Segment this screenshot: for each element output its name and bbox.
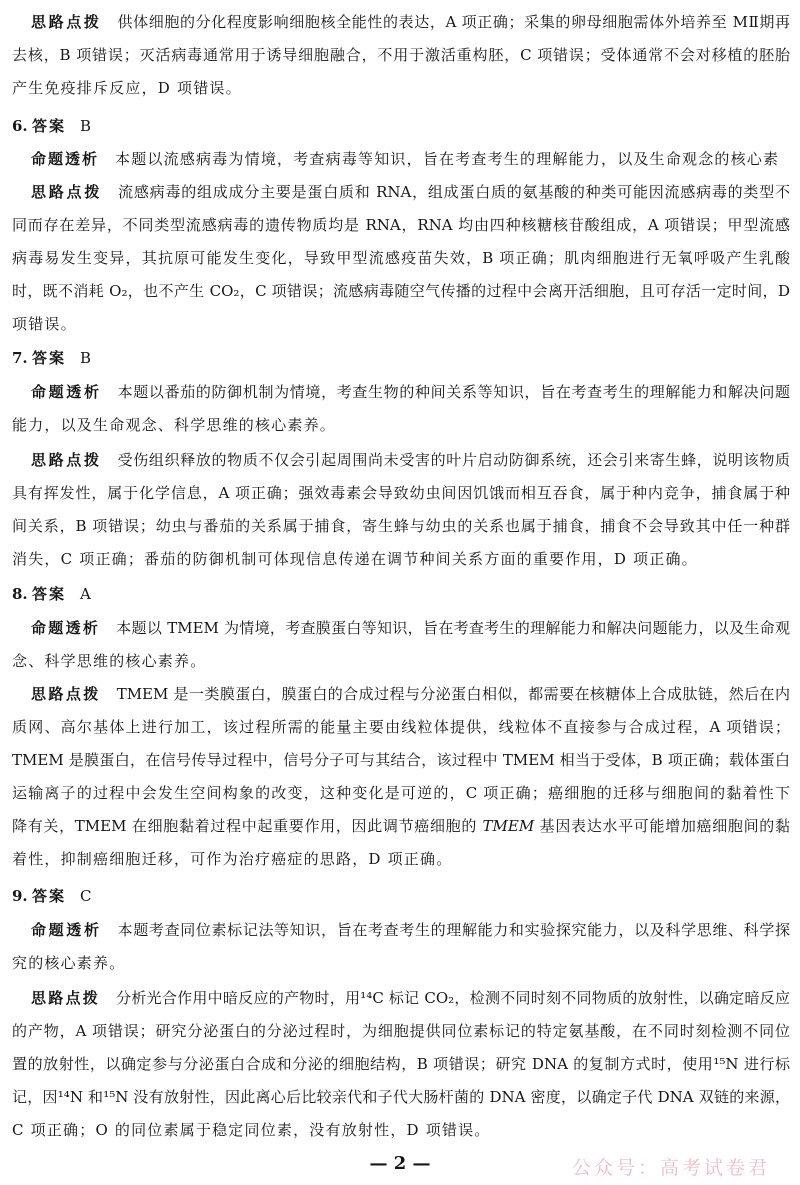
intent-line: 究的核心素养。 (12, 953, 126, 972)
analysis-line (12, 678, 790, 711)
question-number: 9. (12, 886, 28, 905)
question-6 (12, 110, 790, 341)
answer-row (12, 342, 790, 375)
analysis-paragraph (12, 678, 790, 876)
answer-value: B (80, 348, 92, 367)
question-5 (12, 6, 790, 105)
answer-label: 答案 (32, 116, 67, 135)
analysis-line: 记，因¹⁴N 和¹⁵N 没有放射性，因此离心后比较亲代和子代大肠杆菌的 DNA 密度，以确定子代 DNA 双链的来源， (12, 1087, 790, 1106)
analysis-line: 具有挥发性，属于化学信息，A 项正确；强效毒素会导致幼虫间因饥饿而相互吞食，属于种内竞争，捕食属于种 (12, 483, 790, 502)
answer-row (12, 578, 790, 611)
analysis-label: 思路点拨 (31, 182, 103, 201)
answer-row (12, 110, 790, 143)
analysis-line: 病毒易发生变异，其抗原可能发生变化，导致甲型流感疫苗失效，B 项正确；肌肉细胞进行无氧呼吸产生乳酸 (12, 248, 790, 267)
analysis-line (12, 982, 790, 1015)
intent-label: 命题透析 (31, 920, 102, 939)
analysis-paragraph (12, 444, 790, 576)
analysis-line (12, 176, 790, 209)
analysis-label: 思路点拨 (31, 12, 102, 31)
page-number: — 2 — (369, 1153, 431, 1174)
intent-text: 本题以番茄的防御机制为情境，考查生物的种间关系等知识，旨在考查考生的理解能力和解决问题 (117, 382, 790, 401)
analysis-line: 产生免疫排斥反应，D 项错误。 (12, 78, 242, 97)
intent-text: 本题以 TMEM 为情境，考查膜蛋白等知识，旨在考查考生的理解能力和解决问题能力，以及生命观 (116, 618, 790, 637)
question-7 (12, 342, 790, 576)
answer-value: B (80, 116, 92, 135)
answer-label: 答案 (32, 584, 67, 603)
analysis-text: 受伤组织释放的物质不仅会引起周围尚未受害的叶片启动防御系统，还会引来寄生蜂，说明该物质 (117, 450, 790, 469)
analysis-paragraph (12, 176, 790, 341)
intent-paragraph (12, 376, 790, 442)
analysis-line: 的产物，A 项错误；研究分泌蛋白的分泌过程时，为细胞提供同位素标记的特定氨基酸，在不同时刻检测不同位 (12, 1021, 790, 1040)
gene-name-italic: TMEM (482, 816, 535, 835)
intent-line (12, 914, 790, 947)
analysis-line: 运输离子的过程中会发生空间构象的改变，这种变化是可逆的，C 项正确；癌细胞的迁移与细胞间的黏着性下 (12, 783, 790, 802)
answer-value: A (80, 584, 91, 603)
intent-paragraph (12, 143, 790, 176)
intent-line: 能力，以及生命观念、科学思维的核心素养。 (12, 415, 337, 434)
analysis-line: 间关系，B 项错误；幼虫与番茄的关系属于捕食，寄生蜂与幼虫的关系也属于捕食，捕食不会导致其中任一种群 (12, 516, 790, 535)
analysis-text: 分析光合作用中暗反应的产物时，用¹⁴C 标记 CO₂，检测不同时刻不同物质的放射性，以确定暗反应 (116, 988, 790, 1007)
analysis-line (12, 444, 790, 477)
intent-paragraph (12, 914, 790, 980)
answer-row (12, 880, 790, 913)
analysis-label: 思路点拨 (31, 684, 101, 703)
question-number: 6. (12, 116, 28, 135)
answer-value: C (80, 886, 92, 905)
analysis-text: 供体细胞的分化程度影响细胞核全能性的表达，A 项正确；采集的卵母细胞需体外培养至 MⅡ期再 (117, 12, 790, 31)
analysis-text: TMEM 是一类膜蛋白，膜蛋白的合成过程与分泌蛋白相似，都需要在核糖体上合成肽链，然后在内 (116, 684, 790, 703)
analysis-line: 去核，B 项错误；灭活病毒通常用于诱导细胞融合，不用于激活重构胚，C 项错误；受体通常不会对移植的胚胎 (12, 45, 790, 64)
intent-text: 本题考查同位素标记法等知识，旨在考查考生的理解能力和实验探究能力，以及科学思维、科学探 (117, 920, 790, 939)
intent-label: 命题透析 (31, 618, 101, 637)
answer-label: 答案 (32, 886, 67, 905)
intent-line (12, 376, 790, 409)
analysis-text: 流感病毒的组成成分主要是蛋白质和 RNA，组成蛋白质的氨基酸的种类可能因流感病毒的类型不 (118, 182, 790, 201)
analysis-line: 质网、高尔基体上进行加工，该过程所需的能量主要由线粒体提供，线粒体不直接参与合成过程，A 项错误； (12, 717, 790, 736)
analysis-label: 思路点拨 (31, 988, 101, 1007)
intent-line: 念、科学思维的核心素养。 (12, 651, 207, 670)
analysis-line: 项错误。 (12, 314, 77, 333)
question-number: 7. (12, 348, 28, 367)
intent-paragraph (12, 612, 790, 678)
question-number: 8. (12, 584, 28, 603)
analysis-line: TMEM 是膜蛋白，在信号传导过程中，信号分子可与其结合，该过程中 TMEM 相当于受体，B 项正确；载体蛋白 (12, 750, 790, 769)
analysis-line: 置的放射性，以确定参与分泌蛋白合成和分泌的细胞结构，B 项错误；研究 DNA 的复制方式时，使用¹⁵N 进行标 (12, 1054, 790, 1073)
analysis-line: 同而存在差异，不同类型流感病毒的遗传物质均是 RNA，RNA 均由四种核糖核苷酸组成，A 项错误；甲型流感 (12, 215, 790, 234)
analysis-line (12, 810, 790, 843)
watermark: 公众号：高考试卷君 (572, 1157, 771, 1179)
question-9 (12, 880, 790, 1147)
intent-text: 本题以流感病毒为情境，考查病毒等知识，旨在考查考生的理解能力，以及生命观念的核心素 (115, 149, 780, 168)
intent-line (12, 143, 790, 176)
intent-label: 命题透析 (31, 382, 102, 401)
answer-sheet-page (12, 6, 790, 1147)
analysis-paragraph (12, 982, 790, 1147)
analysis-label: 思路点拨 (31, 450, 102, 469)
intent-line (12, 612, 790, 645)
analysis-text-segment: 降有关，TMEM 在细胞黏着过程中起重要作用，因此调节癌细胞的 (12, 816, 483, 835)
analysis-line: 消失，C 项正确；番茄的防御机制可体现信息传递在调节种间关系方面的重要作用，D 项正确。 (12, 549, 698, 568)
answer-label: 答案 (32, 348, 67, 367)
analysis-line: 时，既不消耗 O₂，也不产生 CO₂，C 项错误；流感病毒随空气传播的过程中会离开活细胞，且可存活一定时间，D (12, 281, 790, 300)
intent-label: 命题透析 (31, 149, 100, 168)
question-8 (12, 578, 790, 876)
analysis-text-segment: 基因表达水平可能增加癌细胞间的黏 (534, 816, 790, 835)
analysis-line: 着性，抑制癌细胞迁移，可作为治疗癌症的思路，D 项正确。 (12, 849, 453, 868)
analysis-line: C 项正确；O 的同位素属于稳定同位素，没有放射性，D 项错误。 (12, 1120, 491, 1139)
analysis-paragraph (12, 6, 790, 105)
analysis-line (12, 6, 790, 39)
